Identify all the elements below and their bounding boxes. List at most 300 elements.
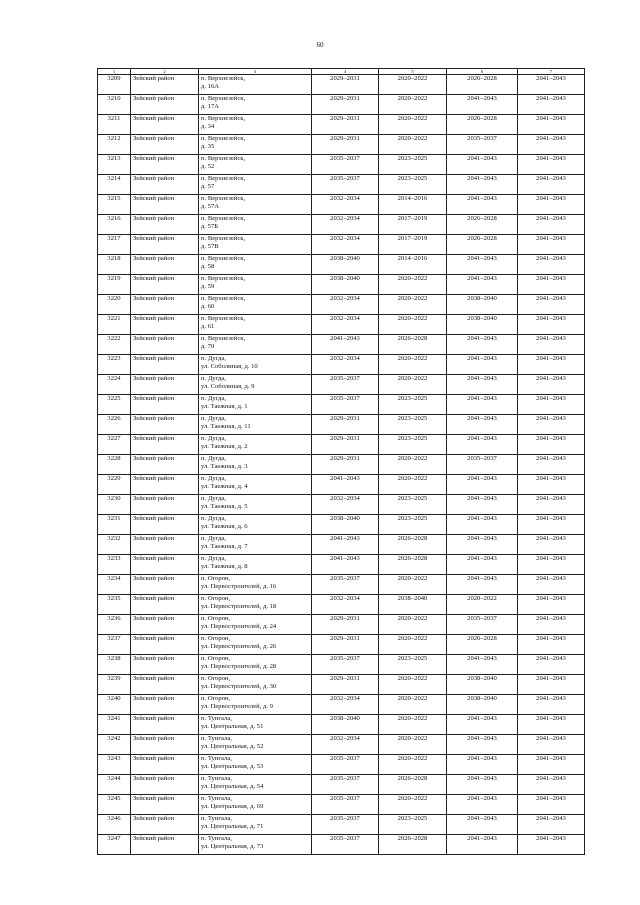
table-row — [98, 195, 585, 215]
address-cell — [199, 555, 312, 575]
district-cell: Зейский район — [131, 215, 199, 235]
district-cell: Зейский район — [131, 595, 199, 615]
period-col-4: 2041–2043 — [312, 555, 379, 575]
period-col-6: 2041–2043 — [447, 775, 518, 795]
period-col-6: 2041–2043 — [447, 95, 518, 115]
period-col-4: 2029–2031 — [312, 75, 379, 95]
row-number: 3231 — [98, 515, 131, 535]
period-col-5: 2020–2022 — [379, 675, 447, 695]
period-col-7: 2041–2043 — [518, 135, 585, 155]
row-number: 3239 — [98, 675, 131, 695]
address-cell — [199, 115, 312, 135]
row-number: 3223 — [98, 355, 131, 375]
row-number: 3217 — [98, 235, 131, 255]
address-line-1: п. Верхнезейск, — [201, 135, 246, 142]
period-col-6: 2041–2043 — [447, 335, 518, 355]
address-line-1: п. Верхнезейск, — [201, 95, 246, 102]
address-line-2: ул. Центральная, д. 54 — [201, 782, 264, 790]
district-cell: Зейский район — [131, 275, 199, 295]
period-col-6: 2038–2040 — [447, 295, 518, 315]
period-col-6: 2041–2043 — [447, 355, 518, 375]
period-col-5: 2020–2022 — [379, 95, 447, 115]
district-cell: Зейский район — [131, 775, 199, 795]
address-line-1: п. Огорон, — [201, 675, 231, 682]
address-line-2: ул. Соболиная, д. 10 — [201, 362, 258, 370]
district-cell: Зейский район — [131, 815, 199, 835]
row-number: 3214 — [98, 175, 131, 195]
address-cell — [199, 595, 312, 615]
period-col-4: 2038–2040 — [312, 255, 379, 275]
period-col-4: 2035–2037 — [312, 775, 379, 795]
district-cell: Зейский район — [131, 75, 199, 95]
address-line-1: п. Дугда, — [201, 415, 226, 422]
address-line-1: п. Верхнезейск, — [201, 295, 246, 302]
table-row — [98, 795, 585, 815]
row-number: 3230 — [98, 495, 131, 515]
period-col-7: 2041–2043 — [518, 475, 585, 495]
address-cell — [199, 755, 312, 775]
period-col-7: 2041–2043 — [518, 515, 585, 535]
period-col-5: 2020–2022 — [379, 315, 447, 335]
address-line-2: ул. Таежная, д. 4 — [201, 482, 248, 490]
period-col-5: 2020–2022 — [379, 375, 447, 395]
address-line-2: ул. Таежная, д. 11 — [201, 422, 251, 430]
district-cell: Зейский район — [131, 835, 199, 855]
address-cell — [199, 455, 312, 475]
table-row — [98, 715, 585, 735]
row-number: 3226 — [98, 415, 131, 435]
period-col-7: 2041–2043 — [518, 575, 585, 595]
period-col-7: 2041–2043 — [518, 615, 585, 635]
district-cell: Зейский район — [131, 695, 199, 715]
table-row — [98, 455, 585, 475]
table-row — [98, 275, 585, 295]
table-row — [98, 355, 585, 375]
period-col-6: 2041–2043 — [447, 395, 518, 415]
district-cell: Зейский район — [131, 515, 199, 535]
period-col-6: 2041–2043 — [447, 755, 518, 775]
period-col-4: 2032–2034 — [312, 595, 379, 615]
table-row — [98, 235, 585, 255]
address-line-1: п. Дугда, — [201, 455, 226, 462]
address-cell — [199, 395, 312, 415]
district-cell: Зейский район — [131, 615, 199, 635]
column-number: 2 — [131, 69, 199, 75]
address-line-1: п. Дугда, — [201, 375, 226, 382]
row-number: 3242 — [98, 735, 131, 755]
address-cell — [199, 135, 312, 155]
address-line-2: ул. Таежная, д. 3 — [201, 462, 248, 470]
address-line-1: п. Верхнезейск, — [201, 255, 246, 262]
address-line-2: ул. Таежная, д. 5 — [201, 502, 248, 510]
address-cell — [199, 235, 312, 255]
period-col-6: 2035–2037 — [447, 135, 518, 155]
address-line-2: д. 34 — [201, 122, 215, 130]
address-cell — [199, 415, 312, 435]
table-row — [98, 535, 585, 555]
period-col-7: 2041–2043 — [518, 795, 585, 815]
address-cell — [199, 635, 312, 655]
period-col-7: 2041–2043 — [518, 295, 585, 315]
period-col-5: 2020–2022 — [379, 715, 447, 735]
district-cell: Зейский район — [131, 135, 199, 155]
address-cell — [199, 795, 312, 815]
district-cell: Зейский район — [131, 575, 199, 595]
period-col-4: 2038–2040 — [312, 715, 379, 735]
period-col-7: 2041–2043 — [518, 455, 585, 475]
address-line-1: п. Дугда, — [201, 515, 226, 522]
address-line-1: п. Дугда, — [201, 475, 226, 482]
address-line-2: ул. Таежная, д. 1 — [201, 402, 248, 410]
address-cell — [199, 375, 312, 395]
period-col-7: 2041–2043 — [518, 335, 585, 355]
address-line-2: ул. Таежная, д. 7 — [201, 542, 248, 550]
row-number: 3241 — [98, 715, 131, 735]
district-cell: Зейский район — [131, 235, 199, 255]
period-col-6: 2041–2043 — [447, 175, 518, 195]
address-line-1: п. Тунгала, — [201, 795, 232, 802]
row-number: 3235 — [98, 595, 131, 615]
address-cell — [199, 255, 312, 275]
address-cell — [199, 155, 312, 175]
address-line-1: п. Верхнезейск, — [201, 215, 246, 222]
table-row — [98, 515, 585, 535]
row-number: 3209 — [98, 75, 131, 95]
period-col-5: 2023–2025 — [379, 415, 447, 435]
period-col-5: 2020–2022 — [379, 475, 447, 495]
table-row — [98, 315, 585, 335]
address-line-1: п. Верхнезейск, — [201, 275, 246, 282]
address-cell — [199, 75, 312, 95]
period-col-5: 2026–2028 — [379, 555, 447, 575]
period-col-7: 2041–2043 — [518, 395, 585, 415]
period-col-7: 2041–2043 — [518, 435, 585, 455]
period-col-4: 2035–2037 — [312, 755, 379, 775]
period-col-6: 2041–2043 — [447, 475, 518, 495]
table-row — [98, 655, 585, 675]
period-col-7: 2041–2043 — [518, 375, 585, 395]
column-number: 3 — [199, 69, 312, 75]
address-cell — [199, 835, 312, 855]
period-col-7: 2041–2043 — [518, 555, 585, 575]
address-line-1: п. Дугда, — [201, 435, 226, 442]
period-col-5: 2020–2022 — [379, 455, 447, 475]
address-line-1: п. Верхнезейск, — [201, 235, 246, 242]
row-number: 3215 — [98, 195, 131, 215]
row-number: 3213 — [98, 155, 131, 175]
address-cell — [199, 335, 312, 355]
address-line-1: п. Дугда, — [201, 495, 226, 502]
period-col-6: 2041–2043 — [447, 555, 518, 575]
period-col-7: 2041–2043 — [518, 255, 585, 275]
period-col-6: 2041–2043 — [447, 815, 518, 835]
address-cell — [199, 475, 312, 495]
table-row — [98, 735, 585, 755]
period-col-4: 2029–2031 — [312, 135, 379, 155]
row-number: 3211 — [98, 115, 131, 135]
address-line-2: ул. Таежная, д. 2 — [201, 442, 248, 450]
period-col-5: 2023–2025 — [379, 175, 447, 195]
row-number: 3216 — [98, 215, 131, 235]
district-cell: Зейский район — [131, 455, 199, 475]
district-cell: Зейский район — [131, 195, 199, 215]
row-number: 3222 — [98, 335, 131, 355]
district-cell: Зейский район — [131, 355, 199, 375]
district-cell: Зейский район — [131, 295, 199, 315]
period-col-4: 2029–2031 — [312, 635, 379, 655]
address-line-2: ул. Первостроителей, д. 28 — [201, 662, 277, 670]
address-line-2: д. 70 — [201, 342, 215, 350]
period-col-5: 2023–2025 — [379, 395, 447, 415]
address-line-2: ул. Таежная, д. 8 — [201, 562, 248, 570]
period-col-5: 2020–2022 — [379, 135, 447, 155]
period-col-7: 2041–2043 — [518, 655, 585, 675]
row-number: 3237 — [98, 635, 131, 655]
period-col-7: 2041–2043 — [518, 175, 585, 195]
period-col-7: 2041–2043 — [518, 695, 585, 715]
district-cell: Зейский район — [131, 795, 199, 815]
period-col-7: 2041–2043 — [518, 755, 585, 775]
period-col-7: 2041–2043 — [518, 775, 585, 795]
table-row — [98, 295, 585, 315]
period-col-7: 2041–2043 — [518, 595, 585, 615]
period-col-5: 2020–2022 — [379, 575, 447, 595]
address-line-2: ул. Таежная, д. 6 — [201, 522, 248, 530]
column-number: 5 — [379, 69, 447, 75]
row-number: 3212 — [98, 135, 131, 155]
period-col-6: 2041–2043 — [447, 195, 518, 215]
district-cell: Зейский район — [131, 95, 199, 115]
period-col-5: 2020–2022 — [379, 635, 447, 655]
period-col-7: 2041–2043 — [518, 315, 585, 335]
period-col-6: 2041–2043 — [447, 835, 518, 855]
period-col-4: 2032–2034 — [312, 215, 379, 235]
address-line-2: ул. Соболиная, д. 9 — [201, 382, 255, 390]
period-col-4: 2032–2034 — [312, 355, 379, 375]
period-col-6: 2041–2043 — [447, 155, 518, 175]
address-line-1: п. Верхнезейск, — [201, 335, 246, 342]
period-col-4: 2041–2043 — [312, 475, 379, 495]
address-line-2: д. 16А — [201, 82, 220, 90]
address-line-1: п. Тунгала, — [201, 775, 232, 782]
row-number: 3234 — [98, 575, 131, 595]
period-col-5: 2020–2022 — [379, 795, 447, 815]
address-line-2: ул. Центральная, д. 69 — [201, 802, 264, 810]
district-cell: Зейский район — [131, 655, 199, 675]
address-line-1: п. Огорон, — [201, 595, 231, 602]
address-line-2: д. 60 — [201, 302, 215, 310]
row-number: 3243 — [98, 755, 131, 775]
address-line-2: д. 35 — [201, 142, 215, 150]
address-line-2: д. 58 — [201, 262, 215, 270]
address-line-2: ул. Центральная, д. 53 — [201, 762, 264, 770]
period-col-7: 2041–2043 — [518, 495, 585, 515]
table-row — [98, 575, 585, 595]
period-col-7: 2041–2043 — [518, 635, 585, 655]
period-col-5: 2038–2040 — [379, 595, 447, 615]
row-number: 3238 — [98, 655, 131, 675]
period-col-7: 2041–2043 — [518, 415, 585, 435]
address-line-1: п. Дугда, — [201, 355, 226, 362]
address-cell — [199, 675, 312, 695]
period-col-4: 2038–2040 — [312, 275, 379, 295]
address-line-2: ул. Центральная, д. 51 — [201, 722, 264, 730]
address-line-2: ул. Первостроителей, д. 30 — [201, 682, 277, 690]
period-col-7: 2041–2043 — [518, 195, 585, 215]
period-col-5: 2017–2019 — [379, 235, 447, 255]
row-number: 3232 — [98, 535, 131, 555]
period-col-5: 2017–2019 — [379, 215, 447, 235]
period-col-4: 2035–2037 — [312, 795, 379, 815]
period-col-6: 2026–2028 — [447, 635, 518, 655]
district-cell: Зейский район — [131, 255, 199, 275]
period-col-7: 2041–2043 — [518, 535, 585, 555]
row-number: 3244 — [98, 775, 131, 795]
address-cell — [199, 215, 312, 235]
period-col-4: 2032–2034 — [312, 695, 379, 715]
address-cell — [199, 535, 312, 555]
row-number: 3224 — [98, 375, 131, 395]
row-number: 3240 — [98, 695, 131, 715]
address-line-2: ул. Первостроителей, д. 9 — [201, 702, 273, 710]
row-number: 3236 — [98, 615, 131, 635]
row-number: 3227 — [98, 435, 131, 455]
address-line-1: п. Тунгала, — [201, 835, 232, 842]
row-number: 3221 — [98, 315, 131, 335]
column-number: 4 — [312, 69, 379, 75]
table-row — [98, 615, 585, 635]
address-line-1: п. Огорон, — [201, 575, 231, 582]
period-col-6: 2041–2043 — [447, 535, 518, 555]
table-row — [98, 495, 585, 515]
period-col-6: 2041–2043 — [447, 495, 518, 515]
period-col-6: 2041–2043 — [447, 795, 518, 815]
district-cell: Зейский район — [131, 435, 199, 455]
address-line-1: п. Дугда, — [201, 555, 226, 562]
address-line-2: д. 61 — [201, 322, 215, 330]
address-line-1: п. Тунгала, — [201, 735, 232, 742]
period-col-7: 2041–2043 — [518, 735, 585, 755]
address-cell — [199, 295, 312, 315]
address-cell — [199, 695, 312, 715]
period-col-5: 2023–2025 — [379, 655, 447, 675]
row-number: 3225 — [98, 395, 131, 415]
table-row — [98, 255, 585, 275]
address-line-1: п. Верхнезейск, — [201, 315, 246, 322]
table-row — [98, 175, 585, 195]
table-row — [98, 435, 585, 455]
table-row — [98, 695, 585, 715]
address-line-2: д. 57 — [201, 182, 215, 190]
table-row — [98, 815, 585, 835]
address-line-2: ул. Первостроителей, д. 26 — [201, 642, 277, 650]
period-col-6: 2041–2043 — [447, 275, 518, 295]
address-line-2: ул. Первостроителей, д. 24 — [201, 622, 277, 630]
address-cell — [199, 175, 312, 195]
table-row — [98, 755, 585, 775]
address-line-2: ул. Центральная, д. 71 — [201, 822, 264, 830]
period-col-6: 2035–2037 — [447, 615, 518, 635]
table-row — [98, 555, 585, 575]
table-row — [98, 215, 585, 235]
period-col-4: 2035–2037 — [312, 395, 379, 415]
period-col-7: 2041–2043 — [518, 835, 585, 855]
district-cell: Зейский район — [131, 375, 199, 395]
address-line-2: д. 57А — [201, 202, 220, 210]
table-row — [98, 775, 585, 795]
period-col-7: 2041–2043 — [518, 115, 585, 135]
district-cell: Зейский район — [131, 395, 199, 415]
address-line-1: п. Огорон, — [201, 635, 231, 642]
period-col-7: 2041–2043 — [518, 155, 585, 175]
period-col-7: 2041–2043 — [518, 235, 585, 255]
period-col-4: 2032–2034 — [312, 495, 379, 515]
period-col-4: 2041–2043 — [312, 335, 379, 355]
address-cell — [199, 495, 312, 515]
address-cell — [199, 195, 312, 215]
period-col-7: 2041–2043 — [518, 815, 585, 835]
period-col-4: 2029–2031 — [312, 615, 379, 635]
table-row — [98, 335, 585, 355]
district-cell: Зейский район — [131, 175, 199, 195]
district-cell: Зейский район — [131, 495, 199, 515]
period-col-5: 2023–2025 — [379, 495, 447, 515]
table-row — [98, 475, 585, 495]
period-col-7: 2041–2043 — [518, 95, 585, 115]
table-row — [98, 835, 585, 855]
period-col-4: 2035–2037 — [312, 655, 379, 675]
table-row — [98, 595, 585, 615]
period-col-4: 2032–2034 — [312, 235, 379, 255]
period-col-7: 2041–2043 — [518, 355, 585, 375]
address-cell — [199, 655, 312, 675]
period-col-5: 2020–2022 — [379, 115, 447, 135]
period-col-6: 2041–2043 — [447, 255, 518, 275]
period-col-4: 2035–2037 — [312, 375, 379, 395]
row-number: 3246 — [98, 815, 131, 835]
period-col-6: 2035–2037 — [447, 455, 518, 475]
address-line-1: п. Верхнезейск, — [201, 115, 246, 122]
period-col-4: 2032–2034 — [312, 735, 379, 755]
address-cell — [199, 275, 312, 295]
address-line-2: д. 57Б — [201, 222, 219, 230]
table-row — [98, 75, 585, 95]
address-line-1: п. Огорон, — [201, 655, 231, 662]
period-col-6: 2038–2040 — [447, 675, 518, 695]
district-cell: Зейский район — [131, 755, 199, 775]
address-line-1: п. Верхнезейск, — [201, 175, 246, 182]
period-col-6: 2038–2040 — [447, 315, 518, 335]
row-number: 3219 — [98, 275, 131, 295]
period-col-7: 2041–2043 — [518, 275, 585, 295]
period-col-5: 2020–2022 — [379, 75, 447, 95]
period-col-4: 2029–2031 — [312, 675, 379, 695]
address-line-2: ул. Центральная, д. 52 — [201, 742, 264, 750]
period-col-6: 2041–2043 — [447, 575, 518, 595]
period-col-4: 2035–2037 — [312, 155, 379, 175]
column-number: 6 — [447, 69, 518, 75]
row-number: 3233 — [98, 555, 131, 575]
address-line-1: п. Верхнезейск, — [201, 75, 246, 82]
period-col-6: 2026–2028 — [447, 115, 518, 135]
address-line-2: д. 17А — [201, 102, 220, 110]
period-col-5: 2020–2022 — [379, 755, 447, 775]
period-col-4: 2029–2031 — [312, 435, 379, 455]
row-number: 3220 — [98, 295, 131, 315]
address-cell — [199, 575, 312, 595]
column-number: 1 — [98, 69, 131, 75]
period-col-4: 2035–2037 — [312, 575, 379, 595]
